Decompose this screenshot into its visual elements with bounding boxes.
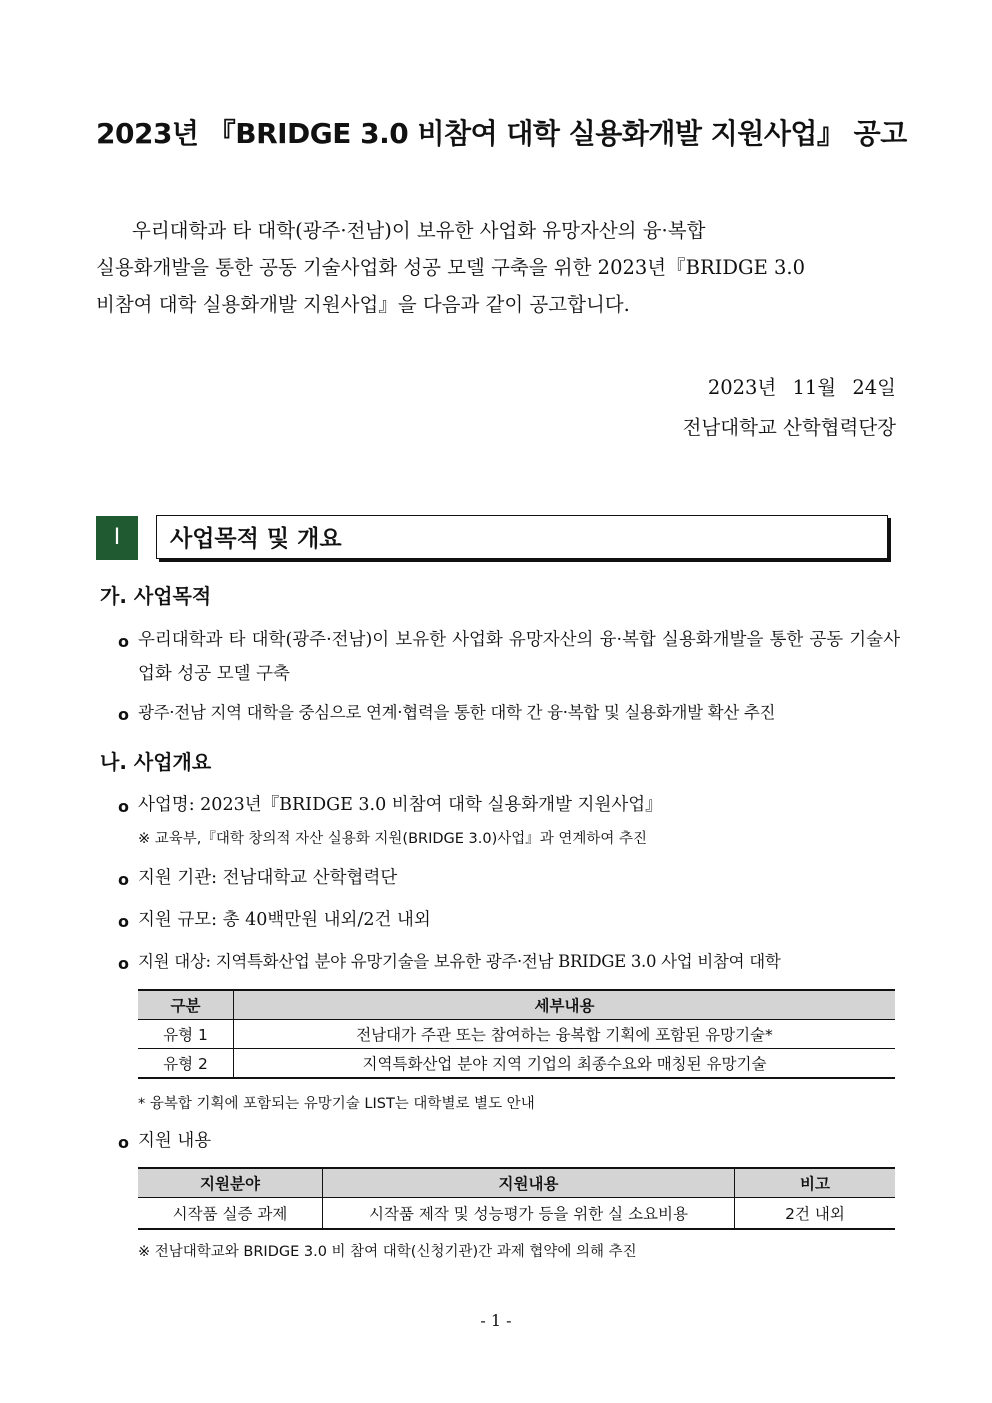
support-table [138,1167,895,1230]
table-cell: 전남대가 주관 또는 참여하는 융복합 기획에 포함된 유망기술* [234,1020,896,1049]
bullet-marker: o [118,797,129,816]
section-title: 사업목적 및 개요 [170,526,342,552]
overview-target [118,945,900,979]
table-header: 비고 [735,1168,896,1198]
bullet-marker: o [118,632,129,651]
target-table [138,989,895,1079]
table-cell: 2건 내외 [735,1198,896,1230]
target-table-footnote: * 융복합 기획에 포함되는 유망기술 LIST는 대학별로 별도 안내 [138,1096,535,1112]
overview-name [118,788,900,822]
table-row [138,1049,895,1079]
table-cell: 시작품 실증 과제 [172,1205,288,1223]
overview-scale-text: 지원 규모: 총 40백만원 내외/2건 내외 [138,910,431,930]
announcement-date: 2023년 11월 24일 [707,376,896,399]
page-title: 2023년 『BRIDGE 3.0 비참여 대학 실용화개발 지원사업』 공고 [96,117,907,150]
table-header: 구분 [138,990,234,1020]
purpose-heading: 가. 사업목적 [100,584,212,608]
table-cell: 유형 2 [138,1049,234,1079]
bullet-marker: o [118,870,129,889]
table-cell: 지역특화산업 분야 지역 기업의 최종수요와 매칭된 유망기술 [234,1049,896,1079]
overview-agency-text: 지원 기관: 전남대학교 산학협력단 [138,868,398,888]
overview-name-text: 사업명: 2023년『BRIDGE 3.0 비참여 대학 실용화개발 지원사업』 [138,795,663,815]
table-row [138,1198,895,1230]
signature: 전남대학교 산학협력단장 [682,416,896,439]
purpose-item-text: 광주·전남 지역 대학을 중심으로 연계·협력을 통한 대학 간 융·복합 및 실용화개발 확산 추진 [138,703,776,722]
table-cell: 시작품 제작 및 성능평가 등을 위한 실 소요비용 [323,1198,735,1230]
bullet-marker: o [118,1133,129,1152]
intro-paragraph [96,212,898,323]
purpose-item-2 [118,696,900,730]
page-number: - 1 - [480,1311,512,1330]
table-header: 지원분야 [138,1168,323,1198]
table-header: 세부내용 [234,990,896,1020]
intro-line-1: 우리대학과 타 대학(광주·전남)이 보유한 사업화 유망자산의 융·복합 [132,219,706,242]
table-row [138,1020,895,1049]
bullet-marker: o [118,705,129,724]
purpose-item-1 [118,623,900,691]
overview-content [118,1124,900,1158]
overview-scale [118,903,900,937]
table-cell: 유형 1 [163,1026,208,1044]
bullet-marker: o [118,912,129,931]
support-table-footnote: ※ 전남대학교와 BRIDGE 3.0 비 참여 대학(신청기관)간 과제 협약에 의해 추진 [138,1244,637,1260]
overview-name-note: ※ 교육부,『대학 창의적 자산 실용화 지원(BRIDGE 3.0)사업』과 연계하여 추진 [138,831,648,847]
overview-heading: 나. 사업개요 [100,750,212,774]
intro-line-2: 실용화개발을 통한 공동 기술사업화 성공 모델 구축을 위한 2023년『BRIDGE 3.0 [96,256,806,279]
overview-target-text: 지원 대상: 지역특화산업 분야 유망기술을 보유한 광주·전남 BRIDGE 3.0 사업 비참여 대학 [138,952,781,971]
table-header: 지원내용 [323,1168,735,1198]
purpose-item-text: 우리대학과 타 대학(광주·전남)이 보유한 사업화 유망자산의 융·복합 실용화개발을 통한 공동 기술사업화 성공 모델 구축 [138,630,900,684]
bullet-marker: o [118,954,129,973]
section-number-badge: Ⅰ [96,516,138,560]
intro-line-3: 비참여 대학 실용화개발 지원사업』을 다음과 같이 공고합니다. [96,293,630,316]
overview-agency [118,861,900,895]
overview-content-text: 지원 내용 [138,1131,212,1151]
